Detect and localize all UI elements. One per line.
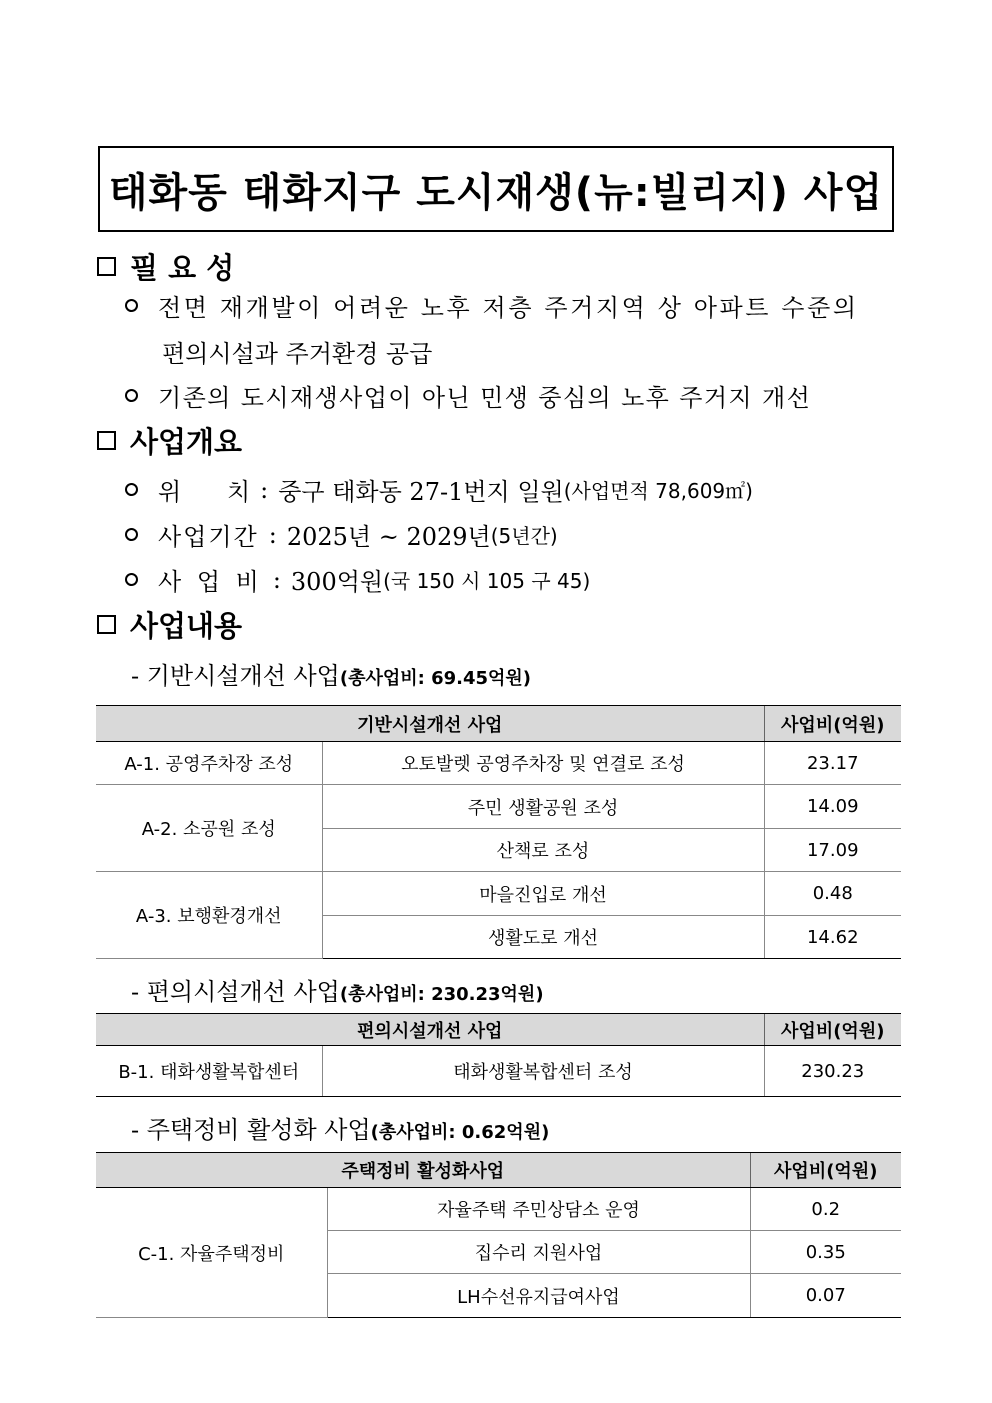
project-cost-cell: 0.35 — [750, 1231, 901, 1274]
project-detail-cell: 산책로 조성 — [322, 829, 764, 872]
colon: : — [268, 520, 277, 549]
project-cost-cell: 14.09 — [764, 785, 901, 829]
bullet-item — [125, 288, 859, 323]
project-detail-cell: 자율주택 주민상담소 운영 — [327, 1188, 750, 1231]
table-header-cell: 기반시설개선 사업 — [96, 706, 764, 742]
project-detail-cell: 생활도로 개선 — [322, 916, 764, 959]
checkbox-square-icon — [97, 431, 116, 450]
circle-bullet-icon — [125, 299, 138, 312]
project-cost-cell: 14.62 — [764, 916, 901, 959]
section-heading-label: 사업개요 — [130, 425, 243, 459]
circle-bullet-icon — [125, 389, 138, 402]
subsection-title: - 기반시설개선 사업 — [131, 662, 340, 690]
subsection-total: (총사업비: 69.45억원) — [339, 668, 532, 689]
colon: : — [272, 565, 281, 594]
bullet-continuation: 편의시설과 주거환경 공급 — [162, 340, 433, 368]
project-name-cell: C-1. 자율주택정비 — [96, 1188, 327, 1318]
subsection-infra — [131, 656, 531, 691]
circle-bullet-icon — [125, 483, 138, 496]
circle-bullet-icon — [125, 573, 138, 586]
bullet-text: 기존의 도시재생사업이 아닌 민생 중심의 노후 주거지 개선 — [158, 384, 812, 412]
table-header-cell: 편의시설개선 사업 — [96, 1014, 764, 1046]
circle-bullet-icon — [125, 528, 138, 541]
period-note: (5년간) — [490, 524, 558, 548]
cost-note: (국 150 시 105 구 45) — [383, 569, 591, 593]
project-detail-cell: 집수리 지원사업 — [327, 1231, 750, 1274]
project-cost-cell: 0.07 — [750, 1274, 901, 1318]
table-row — [96, 872, 901, 916]
project-detail-cell: 주민 생활공원 조성 — [322, 785, 764, 829]
project-name-cell: B-1. 태화생활복합센터 — [96, 1046, 322, 1097]
table-row — [96, 1046, 901, 1097]
table-row — [96, 785, 901, 829]
period-label: 사업기간 — [158, 523, 259, 551]
project-name-cell: A-2. 소공원 조성 — [96, 785, 322, 872]
location-label: 위 치 — [158, 478, 251, 506]
subsection-total: (총사업비: 230.23억원) — [339, 984, 544, 1005]
project-cost-cell: 23.17 — [764, 742, 901, 785]
section-heading-necessity — [97, 246, 234, 287]
bullet-text: 전면 재개발이 어려운 노후 저층 주거지역 상 아파트 수준의 — [158, 294, 859, 322]
colon: : — [260, 475, 269, 504]
overview-cost — [125, 562, 590, 597]
project-cost-cell: 17.09 — [764, 829, 901, 872]
project-detail-cell: 오토발렛 공영주차장 및 연결로 조성 — [322, 742, 764, 785]
project-cost-cell: 0.48 — [764, 872, 901, 916]
table-header-cost: 사업비(억원) — [764, 1014, 901, 1046]
subsection-total: (총사업비: 0.62억원) — [370, 1122, 550, 1143]
housing-table — [96, 1152, 901, 1318]
table-header-cost: 사업비(억원) — [764, 706, 901, 742]
section-heading-label: 사업내용 — [130, 609, 243, 643]
section-heading-label: 필 요 성 — [130, 251, 235, 285]
checkbox-square-icon — [97, 257, 116, 276]
project-detail-cell: 마을진입로 개선 — [322, 872, 764, 916]
subsection-title: - 편의시설개선 사업 — [131, 978, 340, 1006]
location-area: (사업면적 78,609㎡) — [563, 479, 753, 503]
table-row — [96, 742, 901, 785]
project-detail-cell: 태화생활복합센터 조성 — [322, 1046, 764, 1097]
location-value: 중구 태화동 27-1번지 일원 — [278, 478, 564, 506]
cost-value: 300억원 — [290, 568, 384, 596]
subsection-title: - 주택정비 활성화 사업 — [131, 1116, 371, 1144]
cost-label: 사 업 비 — [158, 568, 263, 596]
table-header-cell: 주택정비 활성화사업 — [96, 1153, 750, 1188]
project-name-cell: A-3. 보행환경개선 — [96, 872, 322, 959]
subsection-amenity — [131, 972, 544, 1007]
period-value: 2025년 ~ 2029년 — [286, 523, 491, 551]
project-detail-cell: LH수선유지급여사업 — [327, 1274, 750, 1318]
project-cost-cell: 230.23 — [764, 1046, 901, 1097]
infra-table — [96, 705, 901, 959]
overview-period — [125, 517, 558, 552]
table-header-cost: 사업비(억원) — [750, 1153, 901, 1188]
overview-location — [125, 472, 753, 507]
section-heading-content — [97, 604, 242, 645]
project-name-cell: A-1. 공영주차장 조성 — [96, 742, 322, 785]
section-heading-overview — [97, 420, 242, 461]
checkbox-square-icon — [97, 615, 116, 634]
table-header-row — [96, 1153, 901, 1188]
table-header-row — [96, 706, 901, 742]
table-row — [96, 1188, 901, 1231]
amenity-table — [96, 1013, 901, 1097]
subsection-housing — [131, 1110, 549, 1145]
table-header-row — [96, 1014, 901, 1046]
bullet-item — [125, 378, 811, 413]
document-title: 태화동 태화지구 도시재생(뉴:빌리지) 사업 — [98, 146, 894, 232]
project-cost-cell: 0.2 — [750, 1188, 901, 1231]
